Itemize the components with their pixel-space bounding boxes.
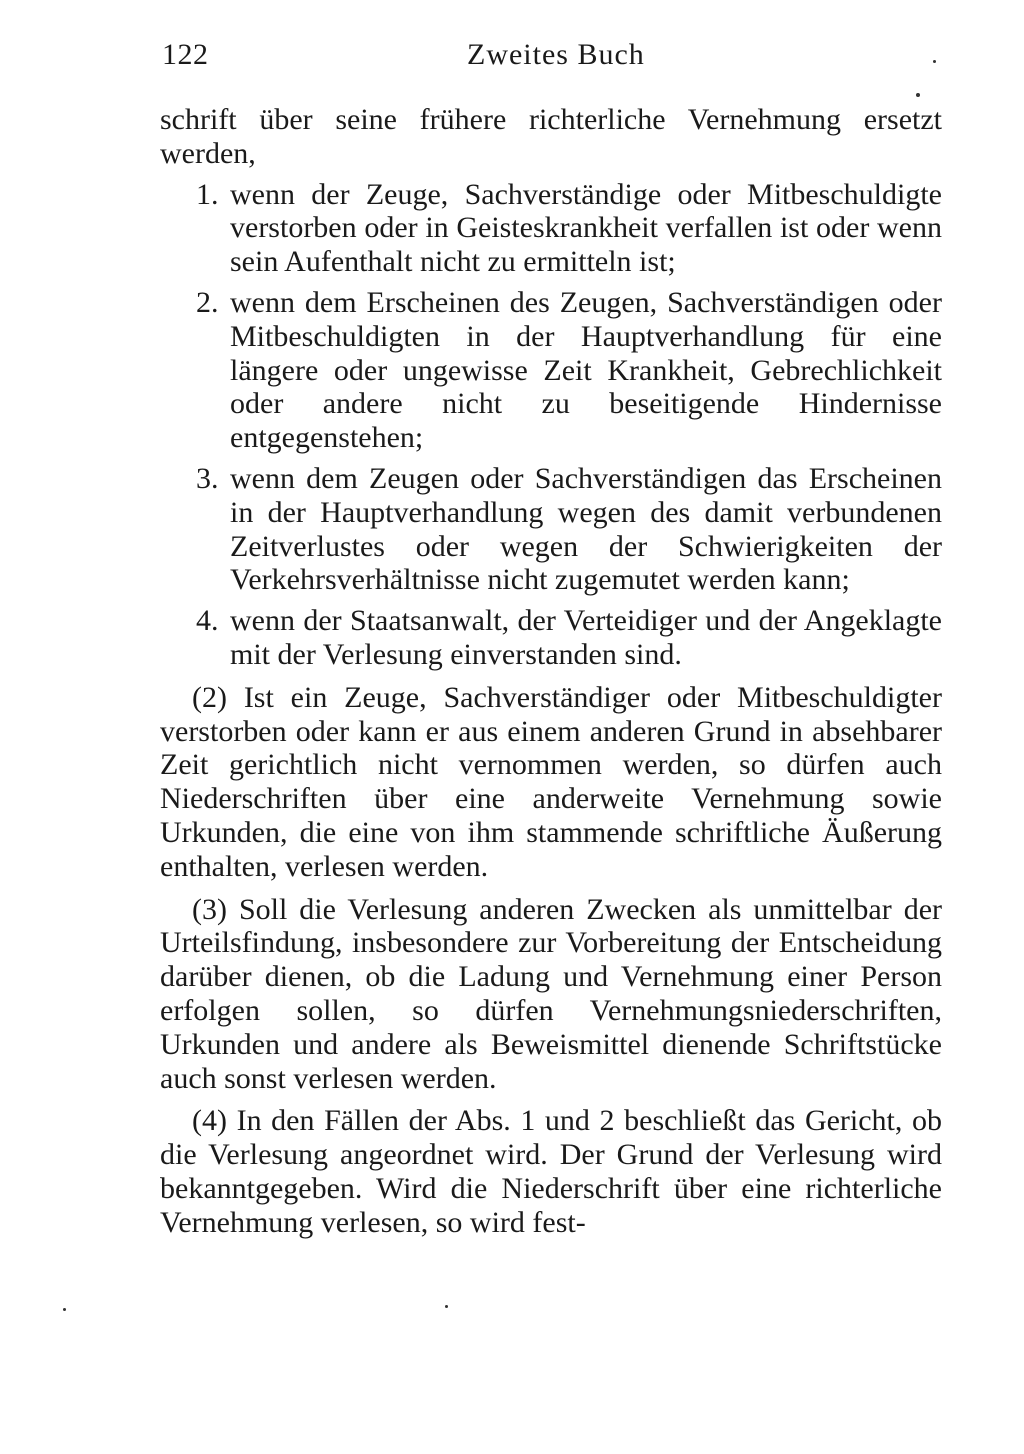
list-item-number: 1. <box>196 177 219 211</box>
numbered-list <box>160 178 942 672</box>
list-item-number: 3. <box>196 461 219 495</box>
list-item-4 <box>160 604 942 672</box>
list-item-3 <box>160 462 942 597</box>
print-speck <box>445 1305 448 1308</box>
list-item-1 <box>160 178 942 279</box>
intro-text: schrift über seine frühere richterliche Vernehmung ersetzt werden, <box>160 103 942 170</box>
print-speck <box>63 1308 66 1311</box>
paragraph-2: (2) Ist ein Zeuge, Sachverständiger oder Mitbeschuldigter verstorben oder kann er aus einem anderen Grund in absehbarer Zeit gerichtlich nicht vernommen werden, so dürfen auch Niederschriften über eine anderweite Vernehmung sowie Urkunden, die eine von ihm stammende schriftliche Äußerung enthalten, verlesen werden. <box>160 680 942 883</box>
list-item-text: wenn der Staatsanwalt, der Verteidiger und der Angeklagte mit der Verlesung einverstanden sind. <box>230 604 942 671</box>
print-speck <box>916 93 920 97</box>
page-header <box>162 38 942 78</box>
list-item-number: 4. <box>196 604 219 638</box>
page-body <box>160 103 942 1240</box>
list-item-text: wenn dem Erscheinen des Zeugen, Sachverständigen oder Mitbeschuldigten in der Hauptverhandlung für eine längere oder ungewisse Zeit Krankheit, Gebrechlichkeit oder andere nicht zu beseitigende Hindernisse entgegenstehen; <box>230 285 942 455</box>
list-item-2 <box>160 286 942 455</box>
list-item-number: 2. <box>196 285 219 319</box>
list-item-text: wenn der Zeuge, Sachverständige oder Mitbeschuldigte verstorben oder in Geisteskrankheit verfallen ist oder wenn sein Aufenthalt nicht zu ermitteln ist; <box>230 177 942 279</box>
page-number: 122 <box>162 38 209 71</box>
paragraph-4: (4) In den Fällen der Abs. 1 und 2 beschließt das Gericht, ob die Verlesung angeordnet wird. Der Grund der Verlesung wird bekanntgegeben. Wird die Niederschrift über eine richterliche Vernehmung verlesen, so wird fest- <box>160 1104 942 1239</box>
paragraph-3: (3) Soll die Verlesung anderen Zwecken als unmittelbar der Urteilsfindung, insbesondere zur Vorbereitung der Entscheidung darüber dienen, ob die Ladung und Vernehmung einer Person erfolgen sollen, so dürfen Vernehmungsniederschriften, Urkunden und andere als Beweismittel dienende Schriftstücke auch sonst verlesen werden. <box>160 892 942 1095</box>
print-speck <box>933 60 936 63</box>
running-title: Zweites Buch <box>467 38 645 71</box>
list-item-text: wenn dem Zeugen oder Sachverständigen das Erscheinen in der Hauptverhandlung wegen des damit verbundenen Zeitverlustes oder wegen der Schwierigkeiten der Verkehrsverhältnisse nicht zugemutet werden kann; <box>230 461 942 597</box>
